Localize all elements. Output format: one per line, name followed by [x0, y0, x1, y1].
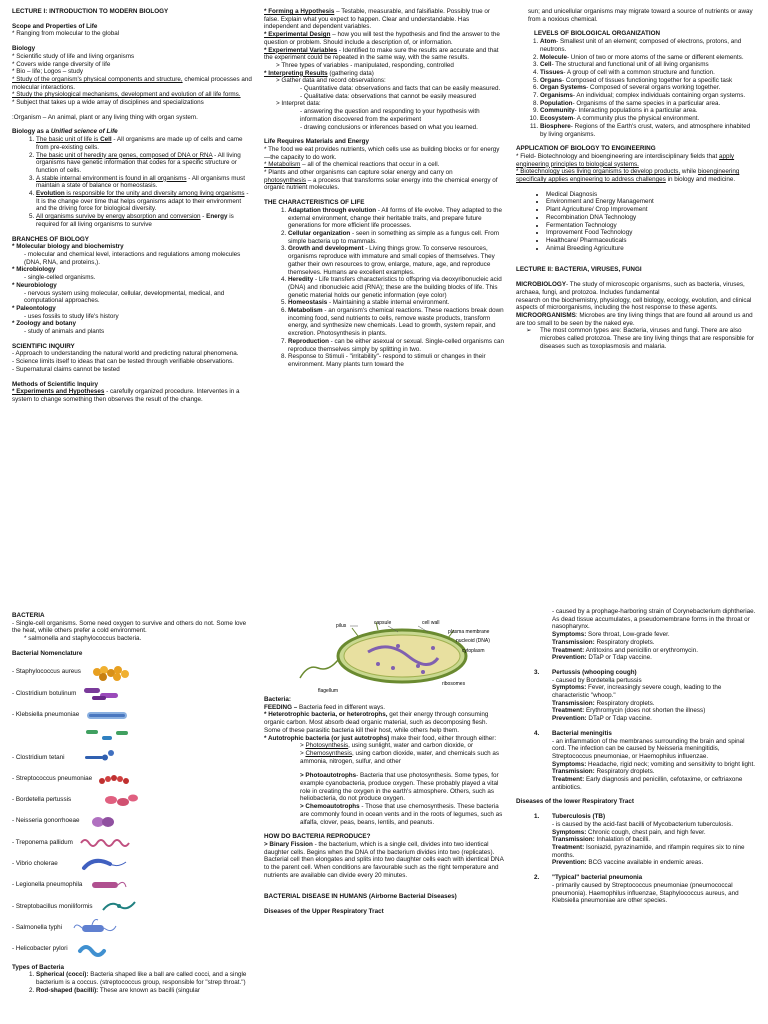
streptobacillus-icon	[99, 896, 139, 916]
bio-line: * Study the physiological mechanisms, development and evolution of all life forms.	[12, 91, 241, 99]
branches-heading: BRANCHES OF BIOLOGY	[12, 235, 89, 243]
symptoms-line: Symptoms: Sore throat, Low-grade fever.	[552, 631, 670, 639]
column-1	[12, 8, 252, 404]
application-list	[516, 191, 756, 253]
types-heading: Types of Bacteria	[12, 963, 65, 971]
nomen-item: - Helicobacter pylori	[12, 938, 252, 959]
types-list	[12, 971, 252, 994]
bio-line: * Subject that takes up a wide array of disciplines and specializations	[12, 99, 204, 107]
list-item: 4. Tissues- A group of cell with a common structure and function.	[540, 69, 756, 77]
nomen-item: - Salmonella typhi	[12, 917, 252, 938]
feeding-column	[264, 612, 504, 916]
branch-desc: - single-celled organisms.	[24, 274, 96, 282]
nomen-item: - Vibrio cholerae	[12, 853, 252, 874]
list-item: 8. Population- Organisms of the same species in a particular area.	[540, 100, 756, 108]
neisseria-icon	[84, 811, 124, 831]
autotroph-text: * Autotrophic bacteria (or just autotrophs) make their food, either through either:	[264, 734, 497, 742]
scope-text: * Ranging from molecular to the global	[12, 30, 120, 38]
meningitis-title: Bacterial meningitis	[552, 729, 612, 737]
upper-tract-heading: Diseases of the Upper Respiratory Tract	[264, 908, 384, 916]
column-2	[264, 8, 504, 369]
branch-title: * Molecular biology and biochemistry	[12, 243, 124, 251]
legionella-icon	[88, 875, 128, 895]
characteristics-list	[264, 207, 504, 369]
bacteria-label: Bacteria:	[264, 696, 291, 703]
nomen-item: - Treponema pallidum	[12, 832, 252, 853]
tb-title: Tuberculosis (TB)	[552, 813, 606, 821]
nomenclature-list	[12, 662, 252, 960]
bacteria-desc: - Single-cell organisms. Some need oxygen to survive and others do not. Some love the heat, while others prefer a cold environment.	[12, 619, 247, 635]
methods-text: * Experiments and Hypotheses - carefully organized procedure. Interventes in a system to change something then observes the result of the change.	[12, 388, 240, 403]
bacteria-example: * salmonella and staphylococcus bacteria.	[24, 635, 142, 643]
answer-text: - answering the question and responding to your hypothesis with information discovered from the experiment	[300, 108, 480, 123]
list-item: 4. Heredity - Life transfers characteristics to offspring via deoxyribonucleic acid (DNA) and ribonucleic acid (RNA); these are the building blocks of life. This genetic material holds our genetic information (eye color)	[288, 276, 504, 299]
list-item: 7. Organisms- An individual; complex individuals containing organ systems.	[540, 92, 756, 100]
diagram-label: nucleoid (DNA)	[456, 638, 490, 644]
branch-desc: - nervous system using molecular, cellular, developmental, medical, and computational approaches.	[24, 289, 225, 305]
unified-heading: Biology as a Unified science of Life	[12, 128, 118, 136]
tb-cause: - is caused by the acid-fast bacilli of Mycobacterium tuberculosis.	[552, 820, 733, 828]
bio-line: * Bio – life; Logos – study	[12, 68, 84, 76]
list-number: 2.	[534, 874, 540, 882]
diseases-column	[516, 608, 756, 905]
design-text: * Experimental Design – how you will test the hypothesis and find the answer to the question or problem. Should include a description of, or information.	[264, 31, 500, 46]
list-item: 3. Growth and development - Living things grow. To conserve resources, organisms reproduce with immature and small copies of themselves. They gather their own resources to grow, enlarge, mature, age, and reproduce themselves. Humans are excellent examples.	[288, 245, 504, 276]
characteristics-heading: THE CHARACTERISTICS OF LIFE	[264, 199, 365, 207]
branch-desc: - uses fossils to study life's history	[24, 312, 119, 320]
list-item: • Fermentation Technology	[546, 222, 756, 230]
treatment-line: Treatment: Erythromycin (does not shorten the illness)	[552, 707, 706, 715]
bio-line: * Scientific study of life and living organisms	[12, 52, 135, 60]
application-text: * Biotechnology uses living organisms to develop products, while bioengineering specifically applies engineering to address challenges in biology and medicine.	[516, 168, 740, 184]
diagram-label: capsule	[374, 620, 392, 626]
list-item: 5. Homeostasis - Maintaining a stable internal environment.	[288, 299, 504, 307]
klebsiella-icon	[83, 705, 133, 725]
branch-title: * Microbiology	[12, 266, 56, 274]
list-item: 3. A stable internal environment is found in all organisms - All organisms must maintain a state of balance or homeostasis.	[36, 175, 252, 190]
unified-list	[12, 136, 252, 228]
nomen-item: - Streptococcus pneumoniae	[12, 768, 252, 789]
requires-line: * The food we eat provides nutrients, which cells use as building blocks or for energy—the capacity to do work.	[264, 145, 500, 161]
bacterium-diagram	[298, 612, 498, 696]
list-item: 1. Adaptation through evolution - All forms of life evolve. They adapted to the external environment, change their heritable traits, and prepare future generations for more efficient life processes.	[288, 207, 504, 230]
variables-sub: > Three types of variables - manipulated, responding, controlled	[276, 61, 454, 69]
binary-fission-text: > Binary Fission - the bacterium, which is a single cell, divides into two identical daughter cells. Begins when the DNA of the bacterium divides into two (replicates). Bacterial cell then elongates and splits into two daughter cells each with identical DNA to the parent cell. When conditions are favourable such as the right temperature and nutrients are available can divide every 20 minutes.	[264, 840, 504, 879]
nomenclature-heading: Bacterial Nomenclature	[12, 649, 83, 657]
bio-line: * Covers wide range diversity of life	[12, 60, 111, 68]
transmission-line: Transmission: Respiratory droplets.	[552, 699, 655, 707]
column-3	[516, 8, 756, 350]
diagram-label: plasma membrane	[448, 629, 490, 635]
branch-title: * Paleontology	[12, 304, 56, 312]
inquiry-line: - Supernatural claims cannot be tested	[12, 365, 120, 373]
list-item: 5. All organisms survive by energy absorption and conversion - Energy is required for all living organisms to survive	[36, 213, 252, 228]
nomen-item: - Clostridium botulinum	[12, 683, 252, 704]
inquiry-line: - Approach to understanding the natural world and predicting natural phenomena.	[12, 350, 239, 358]
lower-tract-heading: Diseases of the lower Respiratory Tract	[516, 798, 634, 806]
clostridium-icon	[80, 683, 128, 703]
requires-line: photosynthesis – a process that transforms solar energy into the chemical energy of organic nutrient molecules.	[264, 176, 498, 192]
treponema-icon	[79, 833, 139, 853]
vibrio-icon	[80, 854, 130, 874]
list-item: • Healthcare/ Pharmaceuticals	[546, 237, 756, 245]
list-item: 2. Molecule- Union of two or more atoms of the same or different elements.	[540, 54, 756, 62]
list-item: 8. Response to Stimuli - "irritability"- respond to stimuli or changes in their environment. Many plants turn toward the	[288, 353, 504, 368]
nomen-item: - Klebsiella pneumoniae	[12, 704, 252, 725]
staphylococcus-icon	[87, 662, 137, 682]
bacteria-column	[12, 612, 252, 994]
interpret-data: > Interpret data:	[276, 100, 321, 108]
list-item: 1. The basic unit of life is Cell - All organisms are made up of cells and came from pre-existing cells.	[36, 136, 252, 151]
meningitis-cause: - an inflammation of the membranes surrounding the brain and spinal cord. The infection can be caused by Neisseria meningitidis, Streptococcus pneumoniae, or Haemophilus influenzae.	[552, 737, 745, 760]
diagram-label: flagellum	[318, 688, 339, 694]
list-item: 2. Rod-shaped (bacilli): These are known as bacilli (singular	[36, 987, 252, 995]
branch-title: * Zoology and botany	[12, 320, 77, 328]
tb-block	[516, 813, 756, 867]
clostridium-tetani-icon	[81, 747, 121, 767]
prevention-line: Prevention: DTaP or Tdap vaccine.	[552, 654, 652, 662]
list-item: 6. Metabolism - an organism's chemical reactions. These reactions break down incoming food, send nutrients to cells, remove waste products, transform energy, and synthesize new chemicals. Lead to growth, system repair, and excretion. Photosynthesis in plants.	[288, 307, 504, 338]
requires-line: * Metabolism – all of the chemical reactions that occur in a cell.	[264, 161, 440, 169]
pneumonia-block	[516, 874, 756, 905]
list-item: 7. Reproduction - can be either asexual or sexual. Single-celled organisms can reproduce themselves simply by splitting in two.	[288, 338, 504, 353]
diagram-label: ribosomes	[442, 681, 466, 687]
scope-heading: Scope and Properties of Life	[12, 22, 98, 30]
list-item: 1. Atom- Smallest unit of an element; composed of electrons, protons, and neutrons.	[540, 38, 756, 53]
nomen-item: - Clostridium tetani	[12, 747, 252, 768]
quant-text: - Quantitative data: observations and facts that can be easily measured.	[300, 85, 501, 93]
branch-title: * Neurobiology	[12, 281, 57, 289]
list-item: • Animal Breeding Agriculture	[546, 245, 756, 253]
list-item: 2. Cellular organization - seen in something as simple as a fungus cell. From simple bacteria up to mammals.	[288, 230, 504, 245]
list-item: 9. Community- Interacting populations in a particular area.	[540, 107, 756, 115]
diagram-label: pilus	[336, 623, 347, 629]
prevention-line: Prevention: BCG vaccine available in endemic areas.	[552, 859, 704, 867]
transmission-line: Transmission: Respiratory droplets.	[552, 768, 655, 776]
treatment-line: Treatment: Early diagnosis and penicillin, cefotaxime, or ceftriaxone antibiotics.	[552, 776, 743, 791]
list-number: 4.	[534, 729, 540, 737]
chemosynthesis-text: > Chemosynthesis, using carbon dioxide, water, and chemicals such as ammonia, nitrogen, sulfur, and other	[300, 749, 500, 765]
list-item: • Recombination DNA Technology	[546, 214, 756, 222]
feeding-text: FEEDING – Bacteria feed in different ways.	[264, 703, 385, 711]
list-item: 5. Organs- Composed of tissues functioning together for a specific task	[540, 77, 756, 85]
diagram-label: cell wall	[422, 620, 440, 626]
list-item: 2. The basic unit of heredity are genes, composed of DNA or RNA - All living organisms have genetic information that codes for a specific structure or function of cells.	[36, 152, 252, 175]
nomen-item: - Legionella pneumophila	[12, 874, 252, 895]
symptoms-line: Symptoms: Headache, rigid neck; vomiting and sensitivity to bright light.	[552, 760, 756, 768]
qual-text: - Qualitative data: observations that cannot be easily measured	[300, 92, 477, 100]
transmission-line: Transmission: Respiratory droplets.	[552, 638, 655, 646]
branch-desc: - study of animals and plants	[24, 328, 105, 336]
requires-heading: Life Requires Materials and Energy	[264, 138, 369, 146]
pertussis-block	[516, 669, 756, 723]
list-item: 6. Organ Systems- Composed of several organs working together.	[540, 84, 756, 92]
microbiology-text: MICROBIOLOGY- The study of microscopic organisms, such as bacteria, viruses, archaea, fungi, and protozoa. Includes fundamental	[516, 281, 745, 296]
organism-def: :Organism – An animal, plant or any living thing with organ system.	[12, 113, 198, 121]
application-text: * Field- Biotechnology and bioengineering are interdisciplinary fields that apply engineering principles to biological systems.	[516, 152, 735, 168]
list-item: • Medical Diagnosis	[546, 191, 756, 199]
application-heading: APPLICATION OF BIOLOGY TO ENGINEERING	[516, 145, 656, 153]
meningitis-block	[516, 730, 756, 792]
requires-line: * Plants and other organisms can capture solar energy and carry on	[264, 169, 453, 177]
photoautotrophs-text: > Photoautotrophs- Bacteria that use photosynthesis. Some types, for example cyanobacteria, produce oxygen. These probably played a vital role in creating the oxygen in the earth's atmosphere. Others, such as heliobacteria, do not produce oxygen.	[300, 772, 499, 803]
interpret-text: * Interpreting Results (gathering data)	[264, 69, 374, 77]
draw-text: - drawing conclusions or inferences based on what you learned.	[300, 123, 478, 131]
prevention-line: Prevention: DTaP or Tdap vaccine.	[552, 715, 652, 723]
nomen-item: - Neisseria gonorrhoeae	[12, 811, 252, 832]
diagram-label: cytoplasm	[462, 648, 485, 654]
nomen-item: - Staphylococcus aureus	[12, 662, 252, 683]
gather-text: > Gather data and record observations:	[276, 77, 386, 85]
nomen-item	[12, 725, 252, 746]
pertussis-title: Pertussis (whooping cough)	[552, 668, 637, 676]
levels-list	[516, 38, 756, 138]
common-types: ➢ The most common types are: Bacteria, viruses and fungi. There are also microbes called protozoa. These are tiny living things that are responsible for diseases such as toxoplasmosis and malaria.	[526, 327, 755, 350]
hypothesis-text: * Forming a Hypothesis – Testable, measurable, and falsifiable. Possibly true or false. Explain what you expect to happen. Clear and understandable. Has independent and dependent variables.	[264, 8, 490, 31]
bacteria-heading: BACTERIA	[12, 612, 45, 619]
pertussis-cause: - caused by Bordetella pertussis	[552, 676, 642, 684]
variables-text: * Experimental Variables - Identified to make sure the results are accurate and that the experiment could be repeated in the same way, with the same results.	[264, 46, 499, 62]
salmonella-icon	[72, 918, 122, 938]
list-item: 1. Spherical (cocci): Bacteria shaped like a ball are called cocci, and a single bacterium is a coccus. (streptococcus group, responsible for "strep throat.")	[36, 971, 252, 986]
inquiry-line: - Science limits itself to ideas that can be tested through verifiable observations.	[12, 358, 234, 366]
microorganisms-text: MICROORGANISMS: Microbes are tiny living things that are found all around us and are too small to be seen by the naked eye.	[516, 311, 753, 327]
symptoms-line: Symptoms: Fever, increasingly severe cough, leading to the characteristic "whoop."	[552, 684, 722, 700]
symptoms-line: Symptoms: Chronic cough, chest pain, and high fever.	[552, 828, 706, 836]
chemoautotrophs-text: > Chemoautotrophs - Those that use chemosynthesis. These bacteria are commonly found in ocean vents and in the roots of legumes, such as alfalfa, clover, peas, beans, lentils, and peanuts.	[300, 803, 503, 826]
diphtheria-desc: - caused by a prophage-harboring strain of Corynebacterium diphtheriae. As dead tissue accumulates, a pseudomembrane forms in the throat or nasopharynx.	[552, 608, 756, 631]
list-item: 11. Biosphere- Regions of the Earth's crust, waters, and atmosphere inhabited by living organisms.	[540, 123, 756, 138]
list-item: • Environment and Energy Management	[546, 198, 756, 206]
levels-heading: LEVELS OF BIOLOGICAL ORGANIZATION	[534, 30, 661, 38]
branch-desc: - molecular and chemical level, interactions and regulations among molecules (DNA, RNA, and proteins,).	[24, 250, 241, 266]
diphtheria-block	[516, 608, 756, 662]
list-number: 3.	[534, 668, 540, 676]
list-number: 1.	[534, 813, 540, 821]
methods-heading: Methods of Scientific Inquiry	[12, 380, 99, 388]
lecture2-title: LECTURE II: BACTERIA, VIRUSES, FUNGI	[516, 266, 642, 274]
heterotroph-text: * Heterotrophic bacteria, or heterotrophs, get their energy through consuming organic carbon. Most absorb dead organic material, such as decomposing flesh. Some of these parasitic bacteria kill their host, while others help them.	[264, 711, 489, 734]
disease-heading: BACTERIAL DISEASE IN HUMANS (Airborne Bacterial Diseases)	[264, 893, 457, 901]
nomen-item: - Streptobacillus moniliformis	[12, 896, 252, 917]
streptococcus-icon	[96, 769, 132, 789]
treatment-line: Treatment: Antitoxins and penicillin or erythromycin.	[552, 646, 698, 654]
photosynthesis-text: > Photosynthesis, using sunlight, water and carbon dioxide, or	[300, 742, 474, 750]
pneumonia-title: "Typical" bacterial pneumonia	[552, 874, 643, 882]
treatment-line: Treatment: Isoniazid, pyrazinamide, and rifampin requires six to nine months.	[552, 843, 745, 859]
transmission-line: Transmission: Inhalation of bacilli.	[552, 836, 651, 844]
bio-line: * Study of the organism's physical components and structure, chemical processes and molecular interactions.	[12, 75, 252, 91]
list-item: • Improvement Food Technology	[546, 229, 756, 237]
pneumonia-cause: - primarily caused by Streptococcus pneumoniae (pneumococcal pneumonia). Haemophilus influenzae, Staphylococcus aureus, and Klebsiella pneumoniae are other species.	[552, 881, 739, 905]
reproduce-heading: HOW DO BACTERIA REPRODUCE?	[264, 833, 371, 841]
bordetella-icon	[101, 790, 151, 810]
biology-heading: Biology	[12, 45, 36, 53]
arrow-icon: ➢	[526, 327, 532, 335]
list-item: 4. Evolution is responsible for the unity and diversity among living organisms - It is the change over time that helps organisms adapt to their environment and the driving force for biological diversity.	[36, 190, 252, 213]
helicobacter-icon	[76, 939, 116, 959]
lecture-title: LECTURE I: INTRODUCTION TO MODERN BIOLOGY	[12, 8, 169, 15]
list-item: 10. Ecosystem- A community plus the physical environment.	[540, 115, 756, 123]
microbiology-text: research on the biochemistry, physiology, cell biology, ecology, evolution, and clinical aspects of microorganisms, including the host response to these agents.	[516, 296, 752, 312]
continued-text: sun; and unicellular organisms may migrate toward a source of nutrients or away from a noxious chemical.	[528, 8, 753, 23]
list-item: • Plant Agriculture/ Crop Improvement	[546, 206, 756, 214]
nomen-item: - Bordetella pertussis	[12, 789, 252, 810]
inquiry-heading: SCIENTIFIC INQUIRY	[12, 342, 75, 350]
list-item: 3. Cell- The structural and functional unit of all living organisms	[540, 61, 756, 69]
bacteria-cluster-icon	[82, 726, 142, 746]
